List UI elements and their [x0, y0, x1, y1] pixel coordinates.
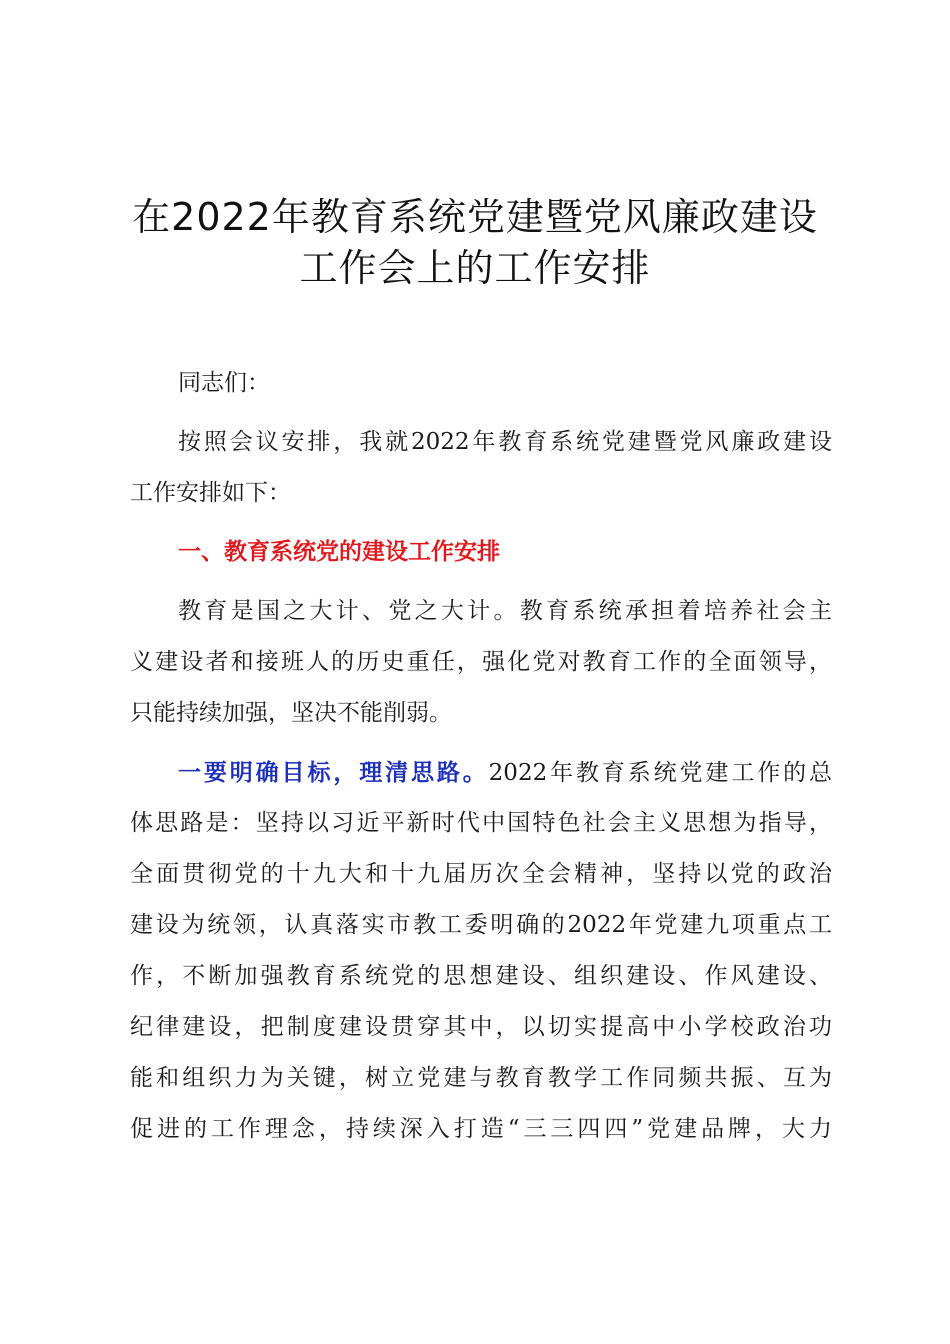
intro-line-2: 工作安排如下：: [130, 480, 291, 506]
point1-line-3: 全面贯彻党的十九大和十九届历次全会精神，坚持以党的政治: [130, 861, 832, 887]
point1-line-5: 作，不断加强教育系统党的思想建设、组织建设、作风建设、: [130, 963, 832, 989]
document-body: [130, 358, 832, 1155]
section1-paragraph: [130, 586, 832, 739]
section1-line-3: 只能持续加强，坚决不能削弱。: [130, 700, 452, 726]
intro-paragraph: [130, 417, 832, 519]
point1-line-6: 纪律建设，把制度建设贯穿其中，以切实提高中小学校政治功: [130, 1014, 832, 1040]
point1-line-1-rest: 2022年教育系统党建工作的总: [488, 760, 832, 786]
section1-line-2: 义建设者和接班人的历史重任，强化党对教育工作的全面领导，: [130, 649, 832, 675]
title-line-1: 在2022年教育系统党建暨党风廉政建设: [132, 195, 818, 239]
section1-line-1: 教育是国之大计、党之大计。教育系统承担着培养社会主: [178, 598, 832, 624]
point1-line-4: 建设为统领，认真落实市教工委明确的2022年党建九项重点工: [130, 912, 832, 938]
point1-lead: 一要明确目标，理清思路。: [178, 759, 489, 786]
salutation: 同志们：: [178, 370, 270, 396]
section-heading: 一、教育系统党的建设工作安排: [178, 539, 500, 565]
point1-line-7: 能和组织力为关键，树立党建与教育教学工作同频共振、互为: [130, 1065, 832, 1091]
intro-line-1: 按照会议安排，我就2022年教育系统党建暨党风廉政建设: [178, 429, 832, 455]
point1-line-1: [130, 747, 832, 798]
point1-paragraph: [130, 747, 832, 1155]
point1-line-8: 促进的工作理念，持续深入打造“三三四四”党建品牌，大力: [130, 1116, 832, 1142]
point1-line-2: 体思路是：坚持以习近平新时代中国特色社会主义思想为指导，: [130, 810, 832, 836]
title-line-2: 工作会上的工作安排: [299, 246, 651, 290]
document-title: [0, 192, 950, 294]
